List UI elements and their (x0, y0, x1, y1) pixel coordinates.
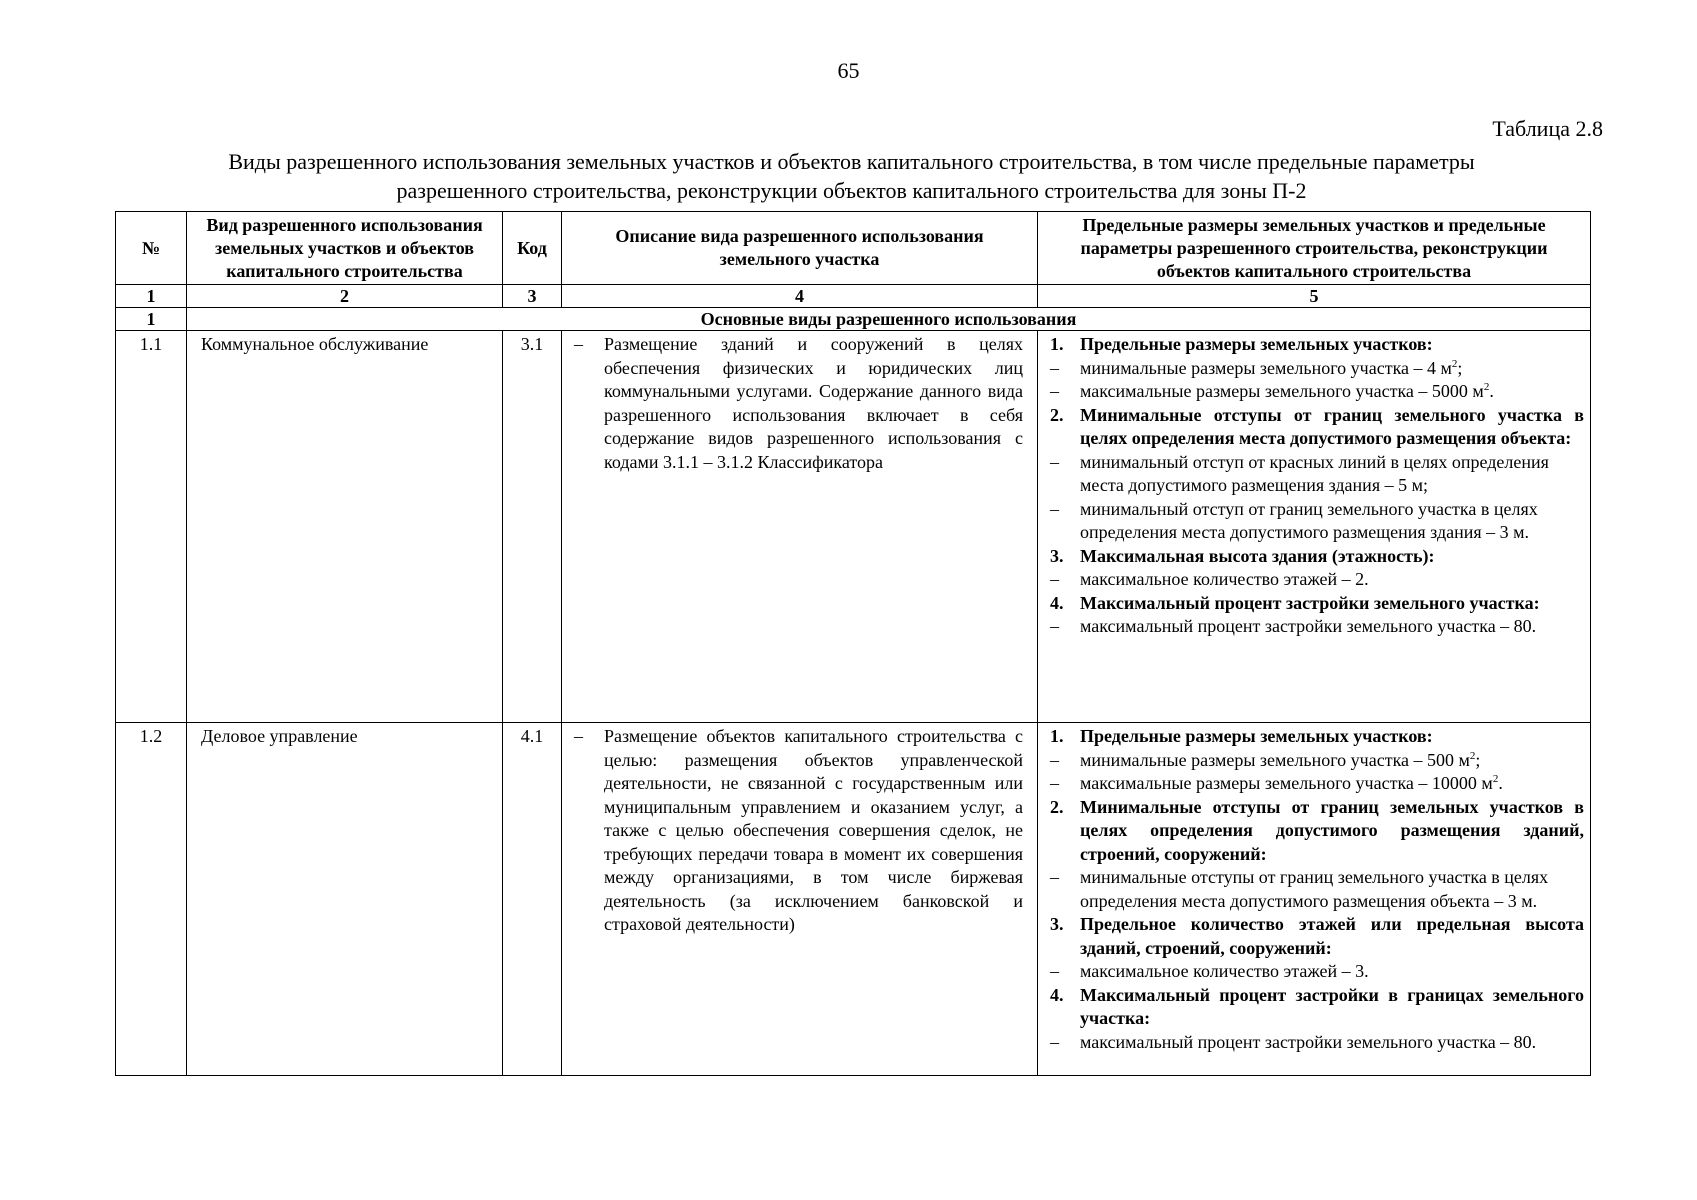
table-row (116, 723, 1591, 1076)
description-text: Размещение зданий и сооружений в целях обеспечения физических и юридических лиц коммунальными услугами. Содержание данного вида разрешенного использования включает в себя содержание видов разрешенного использования с кодами 3.1.1 – 3.1.2 Классификатора (604, 334, 1023, 472)
area-unit-superscript: 2 (1451, 357, 1458, 370)
section-title: Основные виды разрешенного использования (187, 308, 1591, 331)
parameter-number: 3. (1050, 914, 1064, 934)
parameter-text-main: Минимальные отступы от границ земельного участка в целях определения места допустимого размещения объекта: (1080, 404, 1584, 448)
parameter-item (1050, 451, 1584, 498)
parameter-text (1080, 796, 1584, 867)
land-use-table (115, 211, 1591, 1076)
dash-marker: – (1050, 1031, 1059, 1052)
area-unit-superscript: 2 (1483, 381, 1490, 393)
row-number: 1.1 (116, 331, 187, 723)
parameter-heading (1050, 404, 1584, 451)
parameter-text (1080, 913, 1584, 960)
header-description: Описание вида разрешенного использования земельного участка (562, 212, 1038, 285)
parameter-item (1050, 568, 1584, 592)
land-use-parameters (1038, 723, 1591, 1076)
parameter-text-main: минимальные размеры земельного участка – 500 м (1080, 749, 1470, 770)
parameter-item (1050, 866, 1584, 913)
dash-marker: – (1050, 381, 1059, 401)
land-use-parameters (1038, 331, 1591, 723)
parameter-text-main: минимальные размеры земельного участка – 4 м (1080, 357, 1452, 378)
parameter-text (1080, 592, 1584, 616)
parameter-text-main: Предельные размеры земельных участков: (1080, 726, 1433, 746)
parameter-item (1050, 1031, 1584, 1055)
parameter-number: 1. (1050, 726, 1064, 746)
parameter-text-main: максимальный процент застройки земельного участка – 80. (1080, 1031, 1537, 1052)
parameter-item (1050, 772, 1584, 796)
parameter-text-tail: . (1489, 381, 1494, 401)
parameter-text-tail: ; (1457, 357, 1463, 378)
parameter-text (1080, 568, 1584, 592)
parameter-text-main: минимальные отступы от границ земельного участка в целях определения места допустимого размещения объекта – 3 м. (1080, 867, 1549, 911)
header-parameters: Предельные размеры земельных участков и предельные параметры разрешенного строительства, реконструкции объектов капитального строительства (1038, 212, 1591, 285)
parameter-item (1050, 749, 1584, 773)
parameter-number: 3. (1050, 545, 1064, 566)
header-row (116, 212, 1591, 285)
column-number: 5 (1038, 285, 1591, 308)
parameter-text (1080, 960, 1584, 984)
parameter-text-main: минимальный отступ от красных линий в целях определения места допустимого размещения здания – 5 м; (1080, 451, 1549, 495)
dash-marker: – (1050, 357, 1059, 378)
parameter-text (1080, 615, 1584, 639)
parameter-text (1080, 498, 1584, 545)
parameter-number: 2. (1050, 404, 1064, 425)
parameter-text-main: Предельное количество этажей или предельная высота зданий, строений, сооружений: (1080, 914, 1584, 958)
parameter-text-main: Максимальная высота здания (этажность): (1080, 545, 1435, 566)
dash-marker: – (1050, 498, 1059, 519)
parameter-number: 1. (1050, 334, 1064, 354)
parameter-item (1050, 498, 1584, 545)
parameter-item (1050, 960, 1584, 984)
land-use-code: 4.1 (503, 723, 562, 1076)
parameter-number: 2. (1050, 796, 1064, 817)
parameter-text-main: максимальные размеры земельного участка – 5000 м (1080, 381, 1484, 401)
parameter-item (1050, 615, 1584, 639)
column-number: 4 (562, 285, 1038, 308)
parameter-text (1080, 380, 1584, 404)
dash-marker: – (1050, 451, 1059, 472)
dash-marker: – (1050, 616, 1059, 636)
area-unit-superscript: 2 (1469, 749, 1476, 762)
parameter-text (1080, 404, 1584, 451)
land-use-description (562, 723, 1038, 1076)
area-unit-superscript: 2 (1492, 773, 1499, 785)
parameter-text-main: Предельные размеры земельных участков: (1080, 334, 1433, 354)
dash-marker: – (574, 334, 583, 354)
land-use-description (562, 331, 1038, 723)
table-title-line: разрешенного строительства, реконструкции объектов капитального строительства для зоны П-2 (396, 178, 1307, 203)
parameter-text-main: минимальный отступ от границ земельного участка в целях определения места допустимого размещения здания – 3 м. (1080, 498, 1538, 542)
parameter-heading (1050, 725, 1584, 749)
parameter-text (1080, 772, 1584, 796)
dash-marker: – (574, 726, 583, 746)
parameter-text-main: максимальные размеры земельного участка – 10000 м (1080, 773, 1493, 793)
parameter-text (1080, 333, 1584, 357)
parameter-text-main: Максимальный процент застройки земельного участка: (1080, 592, 1540, 613)
parameter-text (1080, 725, 1584, 749)
parameter-text (1080, 1031, 1584, 1055)
dash-marker: – (1050, 961, 1059, 981)
land-use-type: Коммунальное обслуживание (187, 331, 503, 723)
section-number: 1 (116, 308, 187, 331)
parameter-item (1050, 357, 1584, 381)
parameter-text (1080, 357, 1584, 381)
header-name: Вид разрешенного использования земельных участков и объектов капитального строительства (187, 212, 503, 285)
row-number: 1.2 (116, 723, 187, 1076)
parameter-heading (1050, 913, 1584, 960)
parameter-text-main: Минимальные отступы от границ земельных участков в целях определения допустимого размещения зданий, строений, сооружений: (1080, 796, 1584, 864)
parameter-text (1080, 749, 1584, 773)
dash-marker: – (1050, 749, 1059, 770)
parameter-number: 4. (1050, 592, 1064, 613)
parameter-item (1050, 380, 1584, 404)
column-number: 2 (187, 285, 503, 308)
parameter-text-main: Максимальный процент застройки в границах земельного участка: (1080, 984, 1584, 1028)
parameter-text-main: максимальный процент застройки земельного участка – 80. (1080, 616, 1537, 636)
section-row (116, 308, 1591, 331)
parameter-text-main: максимальное количество этажей – 2. (1080, 569, 1369, 589)
parameter-number: 4. (1050, 984, 1064, 1005)
header-code: Код (503, 212, 562, 285)
column-number: 1 (116, 285, 187, 308)
parameter-heading (1050, 545, 1584, 569)
land-use-code: 3.1 (503, 331, 562, 723)
table-label: Таблица 2.8 (1492, 116, 1603, 141)
table-title-line: Виды разрешенного использования земельных участков и объектов капитального строительства, в том числе предельные параметры (228, 149, 1475, 174)
table-row (116, 331, 1591, 723)
parameter-text (1080, 545, 1584, 569)
parameter-text (1080, 866, 1584, 913)
dash-marker: – (1050, 867, 1059, 887)
parameter-text-tail: ; (1475, 749, 1481, 770)
land-use-type: Деловое управление (187, 723, 503, 1076)
header-num: № (116, 212, 187, 285)
description-text: Размещение объектов капитального строительства с целью: размещения объектов управленческой деятельности, не связанной с государственным или муниципальным управлением и оказанием услуг, а также с целью обеспечения совершения сделок, не требующих передачи товара в момент их совершения между организациями, в том числе биржевая деятельность (за исключением банковской и страховой деятельности) (604, 726, 1023, 934)
parameter-text-main: максимальное количество этажей – 3. (1080, 961, 1369, 981)
table-title (115, 147, 1588, 205)
column-number: 3 (503, 285, 562, 308)
parameter-heading (1050, 333, 1584, 357)
dash-marker: – (1050, 773, 1059, 793)
parameter-text (1080, 984, 1584, 1031)
parameter-text (1080, 451, 1584, 498)
page-number: 65 (837, 58, 860, 83)
parameter-heading (1050, 592, 1584, 616)
parameter-heading (1050, 796, 1584, 867)
parameter-heading (1050, 984, 1584, 1031)
parameter-text-tail: . (1498, 773, 1503, 793)
column-number-row (116, 285, 1591, 308)
dash-marker: – (1050, 569, 1059, 589)
